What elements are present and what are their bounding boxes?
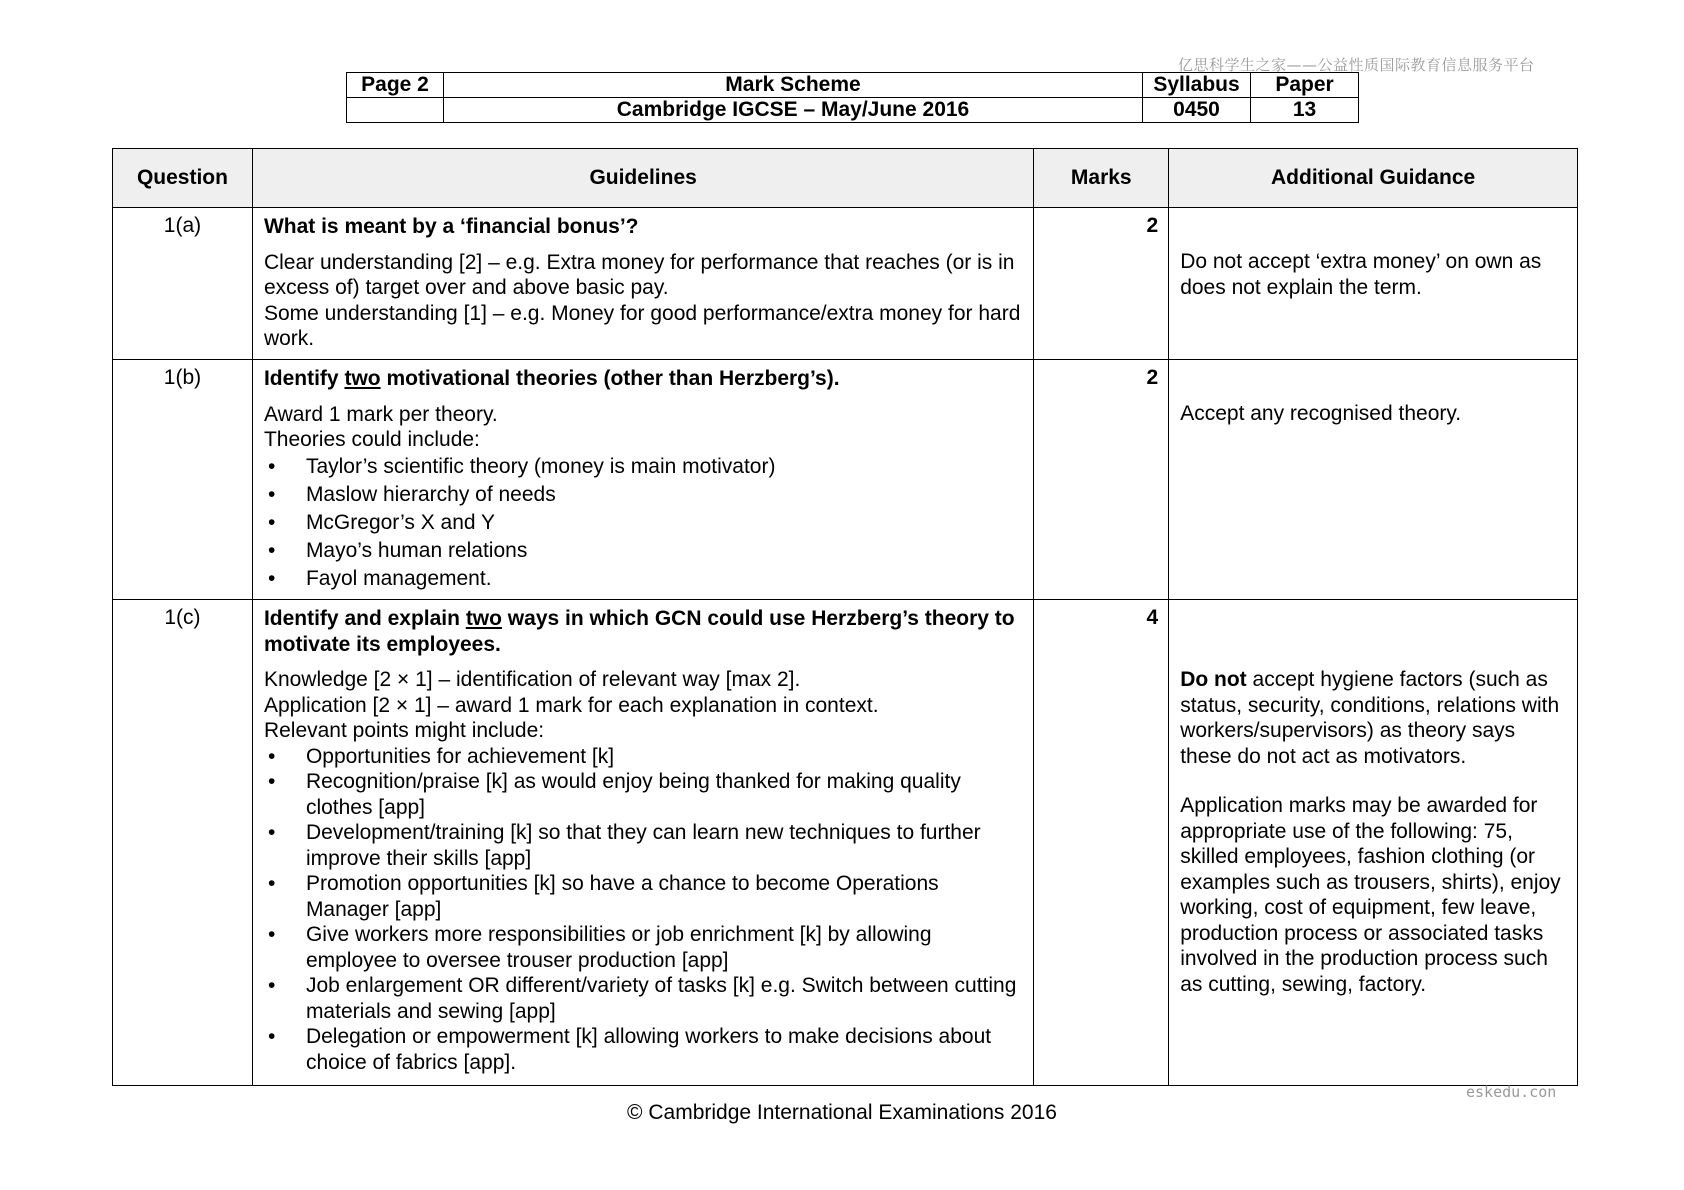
list-item: • Opportunities for achievement [k] bbox=[264, 744, 1023, 770]
question-title: Identify and explain two ways in which GCN could use Herzberg’s theory to motivate its employees. bbox=[263, 607, 1015, 656]
watermark-bottom: eskedu.con bbox=[1466, 1083, 1557, 1101]
marks-value: 4 bbox=[1034, 600, 1169, 1086]
guidance-text: Accept any recognised theory. bbox=[1180, 402, 1462, 425]
guideline-text: Clear understanding [2] – e.g. Extra money for performance that reaches (or is in excess of) target over and above basic pay. bbox=[263, 250, 1015, 299]
list-item: • Fayol management. bbox=[264, 565, 1023, 593]
question-number: 1(c) bbox=[113, 600, 253, 1086]
question-number: 1(a) bbox=[113, 208, 253, 360]
guideline-text: Award 1 mark per theory. bbox=[263, 402, 498, 426]
table-header-row bbox=[113, 149, 1578, 208]
guideline-text: Some understanding [1] – e.g. Money for good performance/extra money for hard work. bbox=[263, 301, 1021, 350]
guidance-cell bbox=[1169, 600, 1578, 1086]
syllabus-code: 0450 bbox=[1143, 98, 1251, 123]
mark-scheme-table bbox=[112, 148, 1578, 1086]
paper-label: Paper bbox=[1251, 73, 1359, 98]
marks-value: 2 bbox=[1034, 208, 1169, 360]
guideline-text: Application [2 × 1] – award 1 mark for each explanation in context. bbox=[263, 693, 879, 717]
page-header-table bbox=[346, 72, 1359, 123]
col-question: Question bbox=[113, 149, 253, 208]
guidance-text: Do not accept hygiene factors (such as status, security, conditions, relations with workers/supervisors) as theory says these do not act as motivators. bbox=[1180, 668, 1560, 768]
col-marks: Marks bbox=[1034, 149, 1169, 208]
list-item: • Promotion opportunities [k] so have a chance to become Operations Manager [app] bbox=[264, 871, 1023, 922]
guidelines-cell bbox=[252, 360, 1033, 600]
guideline-text: Knowledge [2 × 1] – identification of relevant way [max 2]. bbox=[263, 668, 801, 691]
list-item: • Mayo’s human relations bbox=[264, 537, 1023, 565]
empty-cell bbox=[347, 98, 444, 123]
guidance-cell bbox=[1169, 208, 1578, 360]
guidelines-cell bbox=[252, 600, 1033, 1086]
question-title: Identify two motivational theories (other than Herzberg’s). bbox=[263, 367, 840, 390]
guideline-text: Theories could include: bbox=[263, 428, 480, 451]
copyright-footer: © Cambridge International Examinations 2016 bbox=[627, 1101, 1057, 1124]
paper-number: 13 bbox=[1251, 98, 1359, 123]
marks-value: 2 bbox=[1034, 360, 1169, 600]
list-item: • Delegation or empowerment [k] allowing workers to make decisions about choice of fabrics [app]. bbox=[264, 1024, 1023, 1075]
guideline-text: Relevant points might include: bbox=[263, 719, 545, 742]
theory-list bbox=[264, 453, 1023, 593]
list-item: • Recognition/praise [k] as would enjoy being thanked for making quality clothes [app] bbox=[264, 769, 1023, 820]
syllabus-label: Syllabus bbox=[1143, 73, 1251, 98]
guidance-cell bbox=[1169, 360, 1578, 600]
list-item: • McGregor’s X and Y bbox=[264, 509, 1023, 537]
list-item: • Development/training [k] so that they can learn new techniques to further improve their skills [app] bbox=[264, 820, 1023, 871]
guidance-text: Do not accept ‘extra money’ on own as does not explain the term. bbox=[1180, 250, 1542, 299]
page-number: Page 2 bbox=[347, 73, 444, 98]
table-row bbox=[113, 600, 1578, 1086]
doc-title: Mark Scheme bbox=[444, 73, 1143, 98]
exam-name: Cambridge IGCSE – May/June 2016 bbox=[444, 98, 1143, 123]
watermark-top: 亿思科学生之家——公益性质国际教育信息服务平台 bbox=[1178, 56, 1535, 74]
guidelines-cell bbox=[252, 208, 1033, 360]
question-number: 1(b) bbox=[113, 360, 253, 600]
list-item: • Taylor’s scientific theory (money is main motivator) bbox=[264, 453, 1023, 481]
table-row bbox=[113, 360, 1578, 600]
table-row bbox=[113, 208, 1578, 360]
question-title: What is meant by a ‘financial bonus’? bbox=[263, 215, 639, 238]
col-guidelines: Guidelines bbox=[252, 149, 1033, 208]
list-item: • Give workers more responsibilities or job enrichment [k] by allowing employee to oversee trouser production [app] bbox=[264, 922, 1023, 973]
list-item: • Job enlargement OR different/variety of tasks [k] e.g. Switch between cutting materials and sewing [app] bbox=[264, 973, 1023, 1024]
relevant-points-list bbox=[264, 744, 1023, 1076]
list-item: • Maslow hierarchy of needs bbox=[264, 481, 1023, 509]
col-additional-guidance: Additional Guidance bbox=[1169, 149, 1578, 208]
guidance-text: Application marks may be awarded for appropriate use of the following: 75, skilled employees, fashion clothing (or examples such as trousers, shirts), enjoy working, cost of equipment, few leave, production process or associated tasks involved in the production process such as cutting, sewing, factory. bbox=[1180, 794, 1561, 996]
